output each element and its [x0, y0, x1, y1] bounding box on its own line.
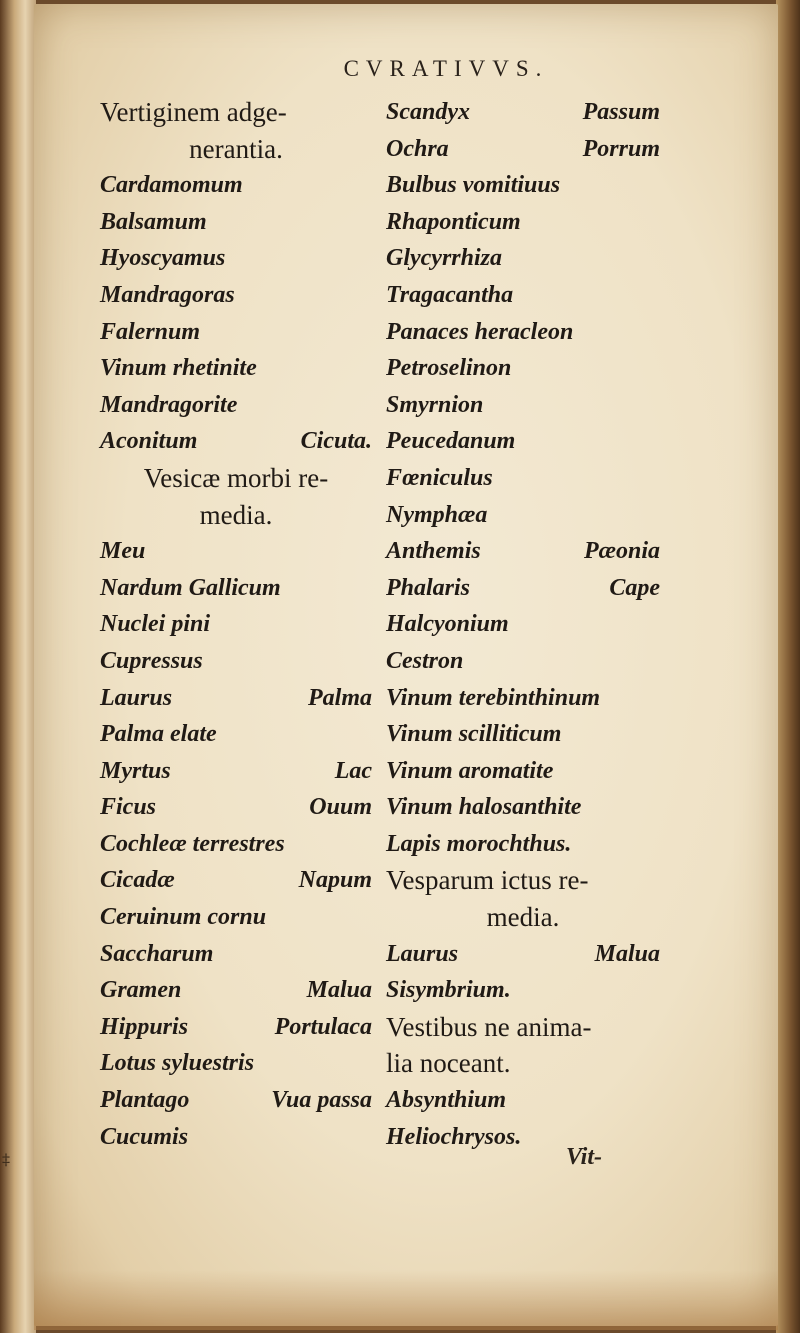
entry-line [100, 862, 372, 899]
entry-line [100, 497, 372, 534]
entry-line [100, 716, 372, 753]
entry-line [386, 497, 660, 534]
entry-line [386, 1082, 660, 1119]
entry-text: Cardamomum [100, 172, 243, 199]
entry-line [100, 350, 372, 387]
entry-text: Hyoscyamus [100, 245, 226, 272]
entry-text: Cochleæ terrestres [100, 830, 285, 857]
entry-text: Vinum scilliticum [386, 721, 562, 748]
entry-text: Lapis morochthus. [386, 830, 572, 857]
entry-text: nerantia. [189, 133, 283, 164]
entry-text: Smyrnion [386, 391, 484, 418]
entry-text: Myrtus [100, 757, 171, 784]
entry-line [100, 936, 372, 973]
entry-text: Ceruinum cornu [100, 904, 267, 931]
entry-line [100, 277, 372, 314]
entry-line [386, 167, 660, 204]
entry-text-right: Ouum [309, 794, 372, 821]
entry-line [100, 570, 372, 607]
entry-line [386, 94, 660, 131]
entry-text: Anthemis [386, 538, 481, 565]
entry-text-right: Malua [306, 977, 372, 1004]
entry-line [386, 570, 660, 607]
book-spine [0, 0, 36, 1333]
entry-text: Vestibus ne anima- [386, 1011, 592, 1042]
entry-line [100, 314, 372, 351]
entry-text: Nuclei pini [100, 611, 211, 638]
entry-line [100, 789, 372, 826]
entry-text: Laurus [100, 684, 173, 711]
entry-line [100, 1082, 372, 1119]
entry-text-right: Cicuta. [300, 428, 372, 455]
entry-text-right: Napum [298, 867, 372, 894]
entry-line [100, 753, 372, 790]
entry-line [386, 1119, 660, 1156]
entry-text: Peucedanum [386, 428, 516, 455]
entry-text: Vertiginem adge- [100, 97, 287, 127]
entry-line [386, 862, 660, 899]
entry-line [386, 350, 660, 387]
entry-line [386, 936, 660, 973]
entry-text: Panaces heracleon [386, 318, 574, 345]
entry-text: media. [199, 499, 273, 530]
entry-line [100, 972, 372, 1009]
entry-text-right: Porrum [582, 135, 660, 162]
entry-text: Heliochrysos. [386, 1123, 522, 1150]
left-column [100, 94, 372, 1155]
entry-text: Mandragorite [100, 391, 238, 418]
entry-text: Vesicæ morbi re- [143, 462, 329, 493]
entry-text-right: Pæonia [583, 538, 660, 565]
entry-line [100, 1045, 372, 1082]
right-column [386, 94, 660, 1155]
entry-line [386, 899, 660, 936]
entry-text: Cicadæ [100, 867, 175, 894]
entry-line [100, 680, 372, 717]
entry-text: Petroselinon [386, 355, 512, 382]
entry-text: Vinum rhetinite [100, 355, 257, 382]
entry-line [100, 204, 372, 241]
entry-text: Fœniculus [386, 464, 493, 491]
entry-text-right: Palma [308, 684, 372, 711]
entry-text: Saccharum [100, 940, 214, 967]
entry-text: Gramen [100, 977, 182, 1004]
entry-line [386, 1009, 660, 1046]
entry-line [386, 826, 660, 863]
entry-text: Lotus syluestris [100, 1050, 255, 1077]
entry-text: Balsamum [100, 208, 207, 235]
entry-line [386, 753, 660, 790]
entry-line [100, 643, 372, 680]
entry-text: Mandragoras [100, 281, 235, 308]
entry-text: Palma elate [100, 721, 217, 748]
entry-line [100, 1009, 372, 1046]
page-stain [34, 1270, 778, 1330]
entry-text: Plantago [100, 1087, 190, 1114]
running-head: CVRATIVVS. [343, 56, 549, 81]
entry-text: Vinum terebinthinum [386, 684, 601, 711]
entry-text: Cucumis [100, 1123, 189, 1150]
entry-text-right: Vua passa [271, 1087, 372, 1114]
entry-text-right: Malua [594, 940, 660, 967]
catchword: Vit- [566, 1144, 603, 1170]
entry-text: Aconitum [100, 428, 198, 455]
entry-line [386, 643, 660, 680]
entry-line [386, 680, 660, 717]
entry-text: Glycyrrhiza [386, 245, 502, 272]
entry-text: Laurus [386, 940, 459, 967]
entry-text: Meu [100, 538, 146, 565]
entry-line [386, 789, 660, 826]
entry-line [386, 204, 660, 241]
entry-text-right: Lac [334, 757, 372, 784]
entry-line [386, 131, 660, 168]
entry-line [100, 1119, 372, 1156]
entry-line [100, 606, 372, 643]
entry-text: Ochra [386, 135, 449, 162]
entry-line [100, 533, 372, 570]
entry-line [386, 423, 660, 460]
entry-line [100, 131, 372, 168]
entry-line [386, 460, 660, 497]
entry-text: Hippuris [100, 1013, 189, 1040]
entry-line [386, 533, 660, 570]
page-edge [776, 0, 800, 1333]
entry-line [386, 314, 660, 351]
entry-line [386, 387, 660, 424]
entry-line [386, 606, 660, 643]
entry-text: Phalaris [386, 574, 471, 601]
entry-text: Nardum Gallicum [100, 574, 281, 601]
entry-text: Bulbus vomitiuus [386, 172, 561, 199]
entry-line [100, 167, 372, 204]
entry-text: Halcyonium [386, 611, 509, 638]
entry-text: Ficus [100, 794, 157, 821]
entry-text: Absynthium [386, 1087, 507, 1114]
entry-text: Scandyx [386, 99, 470, 125]
entry-text: Cupressus [100, 647, 203, 674]
entry-line [386, 716, 660, 753]
entry-line [100, 899, 372, 936]
entry-line [100, 240, 372, 277]
entry-text: Falernum [100, 318, 201, 345]
entry-text: Rhaponticum [386, 208, 521, 235]
entry-text-right: Cape [609, 574, 660, 601]
entry-line [100, 387, 372, 424]
entry-line [100, 460, 372, 497]
spine-mark: ‡ [2, 1150, 10, 1169]
entry-text: Vinum halosanthite [386, 794, 582, 821]
entry-line [100, 94, 372, 131]
entry-line [386, 240, 660, 277]
entry-text: Nymphæa [386, 501, 488, 528]
entry-text: Sisymbrium. [386, 977, 511, 1004]
entry-text: lia noceant. [386, 1048, 511, 1079]
entry-text: media. [486, 902, 560, 933]
entry-text: Vesparum ictus re- [386, 865, 589, 896]
entry-line [386, 1045, 660, 1082]
entry-text-right: Passum [582, 99, 660, 125]
entry-text: Tragacantha [386, 281, 514, 308]
entry-line [386, 972, 660, 1009]
entry-line [100, 423, 372, 460]
entry-line [100, 826, 372, 863]
book-page [34, 4, 778, 1326]
entry-text: Cestron [386, 647, 464, 674]
entry-line [386, 277, 660, 314]
entry-text-right: Portulaca [274, 1013, 372, 1040]
entry-text: Vinum aromatite [386, 757, 554, 784]
